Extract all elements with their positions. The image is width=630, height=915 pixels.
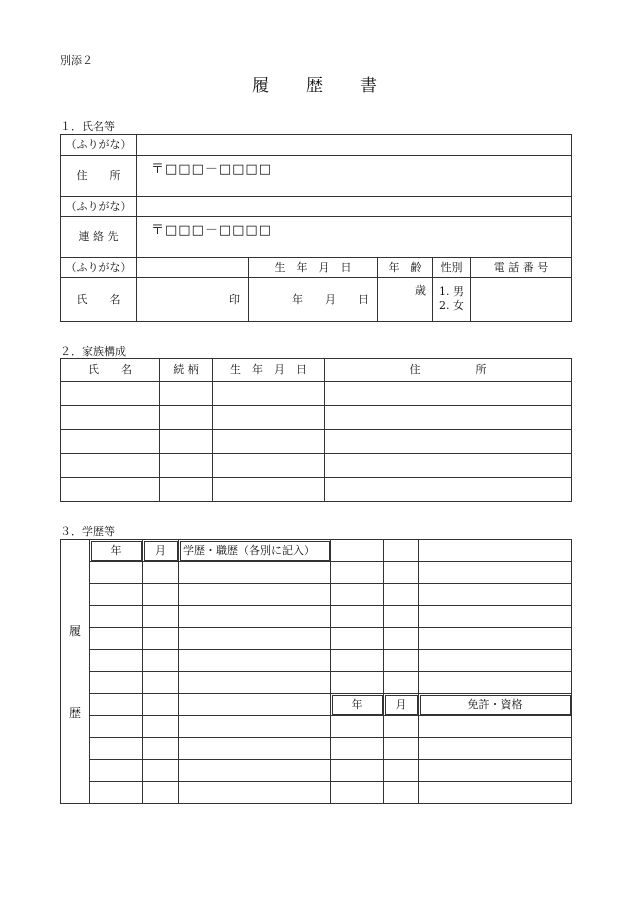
history-header-year: 年 [90,540,143,562]
history-table [60,539,572,804]
age-unit: 歳 [415,284,426,297]
date-units: 年 月 日 [292,292,369,306]
sex-option-male[interactable]: 1. 男 [439,285,464,298]
section-heading-family: ２．家族構成 [60,345,126,358]
personal-info-table [60,134,572,322]
sex-header: 性別 [433,258,471,278]
phone-header: 電 話 番 号 [471,258,572,278]
name-label: 氏 名 [61,278,137,322]
table-row [61,430,572,454]
birthdate-header: 生 年 月 日 [249,258,378,278]
section-heading-personal: １．氏名等 [60,120,115,133]
section-heading-history: ３．学歴等 [60,525,115,538]
family-header-birthdate: 生 年 月 日 [213,359,325,382]
table-row [61,716,572,738]
family-table [60,358,572,502]
license-header-description: 免許・資格 [419,694,572,716]
history-header-month: 月 [143,540,179,562]
age-field[interactable] [378,278,433,322]
family-header-name: 氏 名 [61,359,160,382]
family-header-address: 住 所 [325,359,572,382]
furigana-address-field[interactable] [137,135,572,156]
table-row [61,782,572,804]
furigana-label: （ふりがな） [61,258,137,278]
license-header-month: 月 [384,694,419,716]
table-row [61,628,572,650]
table-row [61,478,572,502]
seal-mark: 印 [229,292,240,306]
contact-field[interactable]: 〒□□□－□□□□ [137,217,572,258]
address-field[interactable]: 〒□□□－□□□□ [137,156,572,197]
furigana-contact-field[interactable] [137,197,572,217]
address-label: 住 所 [61,156,137,197]
furigana-label: （ふりがな） [61,197,137,217]
contact-label: 連 絡 先 [61,217,137,258]
page-title: 履 歴 書 [252,76,378,96]
table-row [61,382,572,406]
birthdate-field[interactable] [249,278,378,322]
history-side-label [61,540,90,804]
family-header-relation: 続 柄 [160,359,213,382]
sex-field[interactable] [433,278,471,322]
table-row [61,672,572,694]
table-row [61,738,572,760]
furigana-label: （ふりがな） [61,135,137,156]
attachment-label: 別添２ [60,54,93,67]
table-row [61,606,572,628]
furigana-name-field[interactable] [137,258,249,278]
sex-option-female[interactable]: 2. 女 [439,298,464,312]
table-row [61,760,572,782]
name-field[interactable] [137,278,249,322]
table-row [61,694,572,716]
side-label-bottom: 歴 [68,705,81,720]
table-row [61,454,572,478]
table-row [61,406,572,430]
table-row [61,584,572,606]
table-row [61,562,572,584]
history-header-description: 学歴・職歴（各別に記入） [179,540,331,562]
side-label-top: 履 [68,623,81,638]
license-header-year: 年 [331,694,384,716]
table-row [61,650,572,672]
age-header: 年 齢 [378,258,433,278]
phone-field[interactable] [471,278,572,322]
